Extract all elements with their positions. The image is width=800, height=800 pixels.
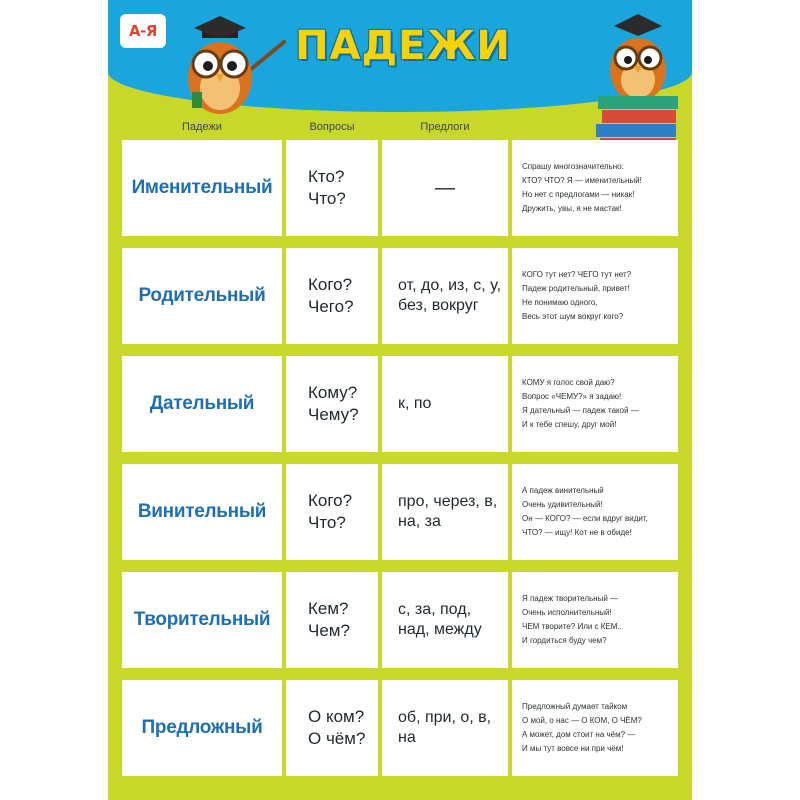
question: Чему? — [308, 405, 359, 424]
prepositions-cell — [382, 572, 508, 668]
questions-cell — [286, 356, 378, 452]
verse-cell — [512, 680, 678, 776]
question: Что? — [308, 189, 346, 208]
verse-line: ЧЕМ творите? Или с КЕМ.. — [522, 622, 622, 631]
case-name: Предложный — [141, 717, 263, 738]
verse-line: И гордиться буду чем? — [522, 636, 607, 645]
prepositions-cell — [382, 140, 508, 236]
questions-cell — [286, 248, 378, 344]
verse-line: О мой, о нас — О КОМ, О ЧЁМ? — [522, 716, 642, 725]
case-row — [122, 572, 678, 668]
verse-line: Но нет с предлогами — никак! — [522, 190, 635, 199]
prepositions: с, за, под, над, между — [398, 601, 482, 638]
verse-cell — [512, 356, 678, 452]
question: О ком? — [308, 707, 365, 726]
case-name: Именительный — [131, 177, 273, 198]
verse-line: И мы тут вовсе ни при чём! — [522, 744, 624, 753]
verse-line: Предложный думает тайком — [522, 702, 628, 711]
case-name-cell — [122, 680, 282, 776]
verse-cell — [512, 248, 678, 344]
column-header-questions: Вопросы — [309, 121, 355, 133]
verse-line: Я падеж творительный — — [522, 594, 619, 603]
prepositions: от, до, из, с, у, без, вокруг — [398, 277, 502, 314]
prepositions: об, при, о, в, на — [398, 709, 492, 746]
column-header-prepositions: Предлоги — [420, 121, 470, 133]
prepositions: к, по — [398, 395, 432, 412]
case-row — [122, 248, 678, 344]
case-name-cell — [122, 140, 282, 236]
verse-line: Весь этот шум вокруг кого? — [522, 312, 624, 321]
question: Кого? — [308, 275, 353, 294]
prepositions-cell — [382, 464, 508, 560]
verse-line: КОГО тут нет? ЧЕГО тут нет? — [522, 270, 632, 279]
verse-line: Не понимаю одного, — [522, 298, 598, 307]
questions-cell — [286, 464, 378, 560]
prepositions: — — [435, 177, 455, 199]
question: Кого? — [308, 491, 353, 510]
question: Кому? — [308, 383, 358, 402]
question: О чём? — [308, 729, 366, 748]
page-title: ПАДЕЖИ — [295, 23, 511, 69]
case-name-cell — [122, 464, 282, 560]
case-row — [122, 140, 678, 236]
verse-line: Очень удивительный! — [522, 500, 603, 509]
prepositions-cell — [382, 356, 508, 452]
prepositions-cell — [382, 680, 508, 776]
verse-line: ЧТО? — ищу! Кот не в обиде! — [522, 528, 632, 537]
verse-cell — [512, 572, 678, 668]
owl-books-icon — [588, 8, 688, 108]
verse-cell — [512, 140, 678, 236]
case-row — [122, 680, 678, 776]
verse-line: Вопрос «ЧЕМУ?» я задаю! — [522, 392, 622, 401]
verse-line: А может, дом стоит на чём? — — [522, 730, 636, 739]
prepositions: про, через, в, на, за — [398, 493, 498, 530]
verse-line: Он — КОГО? — если вдруг видит, — [522, 514, 648, 523]
questions-cell — [286, 572, 378, 668]
question: Кто? — [308, 167, 345, 186]
case-name-cell — [122, 248, 282, 344]
question: Чего? — [308, 297, 354, 316]
case-row — [122, 464, 678, 560]
case-name: Дательный — [149, 393, 255, 414]
verse-line: КОМУ я голос свой даю? — [522, 378, 615, 387]
questions-cell — [286, 680, 378, 776]
owl-teacher-icon — [172, 10, 292, 120]
prepositions-cell — [382, 248, 508, 344]
verse-line: Я дательный — падеж такой — — [522, 406, 639, 415]
verse-line: А падеж винительный — [522, 486, 604, 495]
case-row — [122, 356, 678, 452]
logo: А-Я — [120, 14, 166, 48]
case-name: Родительный — [138, 285, 266, 306]
poster — [108, 0, 692, 800]
verse-line: И к тебе спешу, друг мой! — [522, 420, 617, 429]
verse-line: Падеж родительный, привет! — [522, 284, 630, 293]
verse-cell — [512, 464, 678, 560]
question: Кем? — [308, 599, 349, 618]
question: Что? — [308, 513, 346, 532]
case-name: Винительный — [137, 501, 267, 522]
verse-line: Дружить, увы, я не мастак! — [522, 204, 622, 213]
case-name-cell — [122, 572, 282, 668]
column-header-cases: Падежи — [182, 121, 222, 133]
questions-cell — [286, 140, 378, 236]
case-name: Творительный — [133, 609, 271, 630]
question: Чем? — [308, 621, 350, 640]
verse-line: Очень исполнительный! — [522, 608, 612, 617]
case-name-cell — [122, 356, 282, 452]
verse-line: Спрашу многозначительно: — [522, 162, 624, 171]
verse-line: КТО? ЧТО? Я — именительный! — [522, 176, 642, 185]
